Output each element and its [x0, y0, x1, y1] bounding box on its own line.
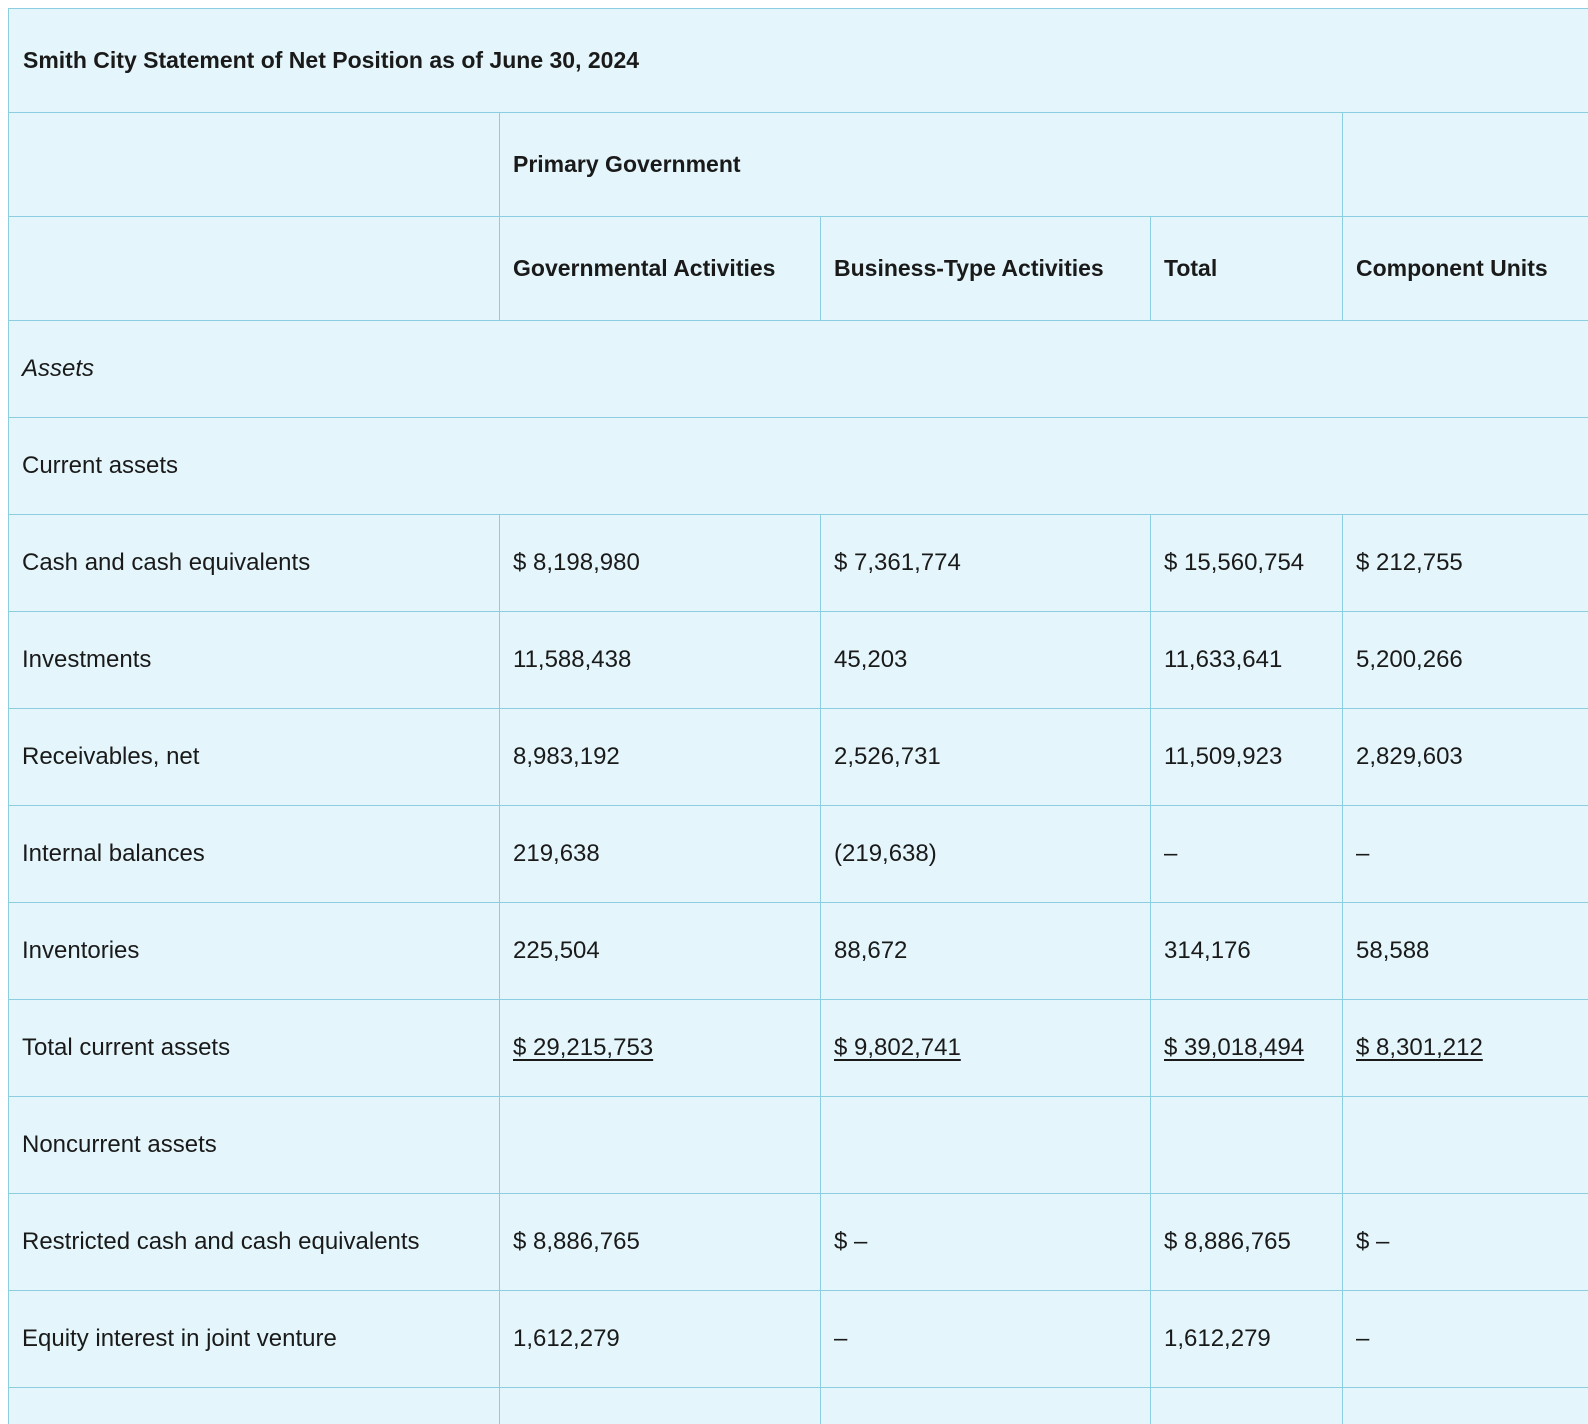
governmental-value: 8,983,192 [500, 709, 821, 806]
business-value: 88,672 [821, 903, 1151, 1000]
table-row [9, 806, 1588, 903]
table-row [9, 612, 1588, 709]
component-value: – [1343, 1291, 1588, 1388]
section-row [9, 321, 1588, 418]
column-header-row [9, 217, 1588, 321]
business-value [821, 1097, 1151, 1194]
group-header-row [9, 113, 1588, 217]
total-row [9, 1000, 1588, 1097]
row-label: Restricted cash and cash equivalents [9, 1194, 500, 1291]
statement-title: Smith City Statement of Net Position as of June 30, 2024 [9, 9, 1588, 113]
total-value: $ 15,560,754 [1151, 515, 1343, 612]
table-row [9, 1388, 1588, 1424]
column-header-governmental: Governmental Activities [500, 217, 821, 321]
net-position-table [8, 8, 1588, 1424]
row-label: Noncurrent assets [9, 1097, 500, 1194]
governmental-value: 219,638 [500, 806, 821, 903]
title-row [9, 9, 1588, 113]
governmental-value: $ 8,198,980 [500, 515, 821, 612]
row-label: Total current assets [9, 1000, 500, 1097]
section-current-assets: Current assets [9, 418, 1588, 515]
component-total [1343, 1000, 1588, 1097]
governmental-total [500, 1000, 821, 1097]
primary-government-header: Primary Government [500, 113, 1343, 217]
business-value: $ – [821, 1194, 1151, 1291]
business-value: (219,638) [821, 806, 1151, 903]
governmental-value: 11,588,438 [500, 612, 821, 709]
component-value: 2,829,603 [1343, 709, 1588, 806]
table-row [9, 709, 1588, 806]
row-label: Cash and cash equivalents [9, 515, 500, 612]
total-value [1151, 1388, 1343, 1424]
table-row [9, 1194, 1588, 1291]
row-label: Investments [9, 612, 500, 709]
grand-total [1151, 1000, 1343, 1097]
table-row [9, 1291, 1588, 1388]
total-value: 11,509,923 [1151, 709, 1343, 806]
row-label: Inventories [9, 903, 500, 1000]
table-row [9, 903, 1588, 1000]
governmental-value: 225,504 [500, 903, 821, 1000]
component-value: $ – [1343, 1194, 1588, 1291]
total-value: – [1151, 806, 1343, 903]
empty-header-cell [1343, 113, 1588, 217]
business-value: 2,526,731 [821, 709, 1151, 806]
table-row [9, 1097, 1588, 1194]
section-row [9, 418, 1588, 515]
business-value: – [821, 1291, 1151, 1388]
column-header-business: Business-Type Activities [821, 217, 1151, 321]
governmental-value [500, 1388, 821, 1424]
governmental-value: 1,612,279 [500, 1291, 821, 1388]
total-value: 11,633,641 [1151, 612, 1343, 709]
component-total-value: $ 8,301,212 [1356, 1034, 1483, 1061]
governmental-total-value: $ 29,215,753 [513, 1034, 654, 1061]
row-label: Internal balances [9, 806, 500, 903]
empty-header-cell [9, 113, 500, 217]
section-assets: Assets [9, 321, 1588, 418]
grand-total-value: $ 39,018,494 [1164, 1034, 1305, 1061]
component-value: 5,200,266 [1343, 612, 1588, 709]
business-value: $ 7,361,774 [821, 515, 1151, 612]
row-label: Receivables, net [9, 709, 500, 806]
total-value: 314,176 [1151, 903, 1343, 1000]
governmental-value: $ 8,886,765 [500, 1194, 821, 1291]
statement-sheet [8, 8, 1588, 1424]
business-value: 45,203 [821, 612, 1151, 709]
governmental-value [500, 1097, 821, 1194]
component-value: 58,588 [1343, 903, 1588, 1000]
component-value [1343, 1097, 1588, 1194]
business-total-value: $ 9,802,741 [834, 1034, 961, 1061]
total-value: $ 8,886,765 [1151, 1194, 1343, 1291]
column-header-component: Component Units [1343, 217, 1588, 321]
business-total [821, 1000, 1151, 1097]
business-value [821, 1388, 1151, 1424]
row-label: Equity interest in joint venture [9, 1291, 500, 1388]
table-row [9, 515, 1588, 612]
empty-header-cell [9, 217, 500, 321]
total-value: 1,612,279 [1151, 1291, 1343, 1388]
row-label [9, 1388, 500, 1424]
component-value [1343, 1388, 1588, 1424]
total-value [1151, 1097, 1343, 1194]
component-value: – [1343, 806, 1588, 903]
column-header-total: Total [1151, 217, 1343, 321]
component-value: $ 212,755 [1343, 515, 1588, 612]
